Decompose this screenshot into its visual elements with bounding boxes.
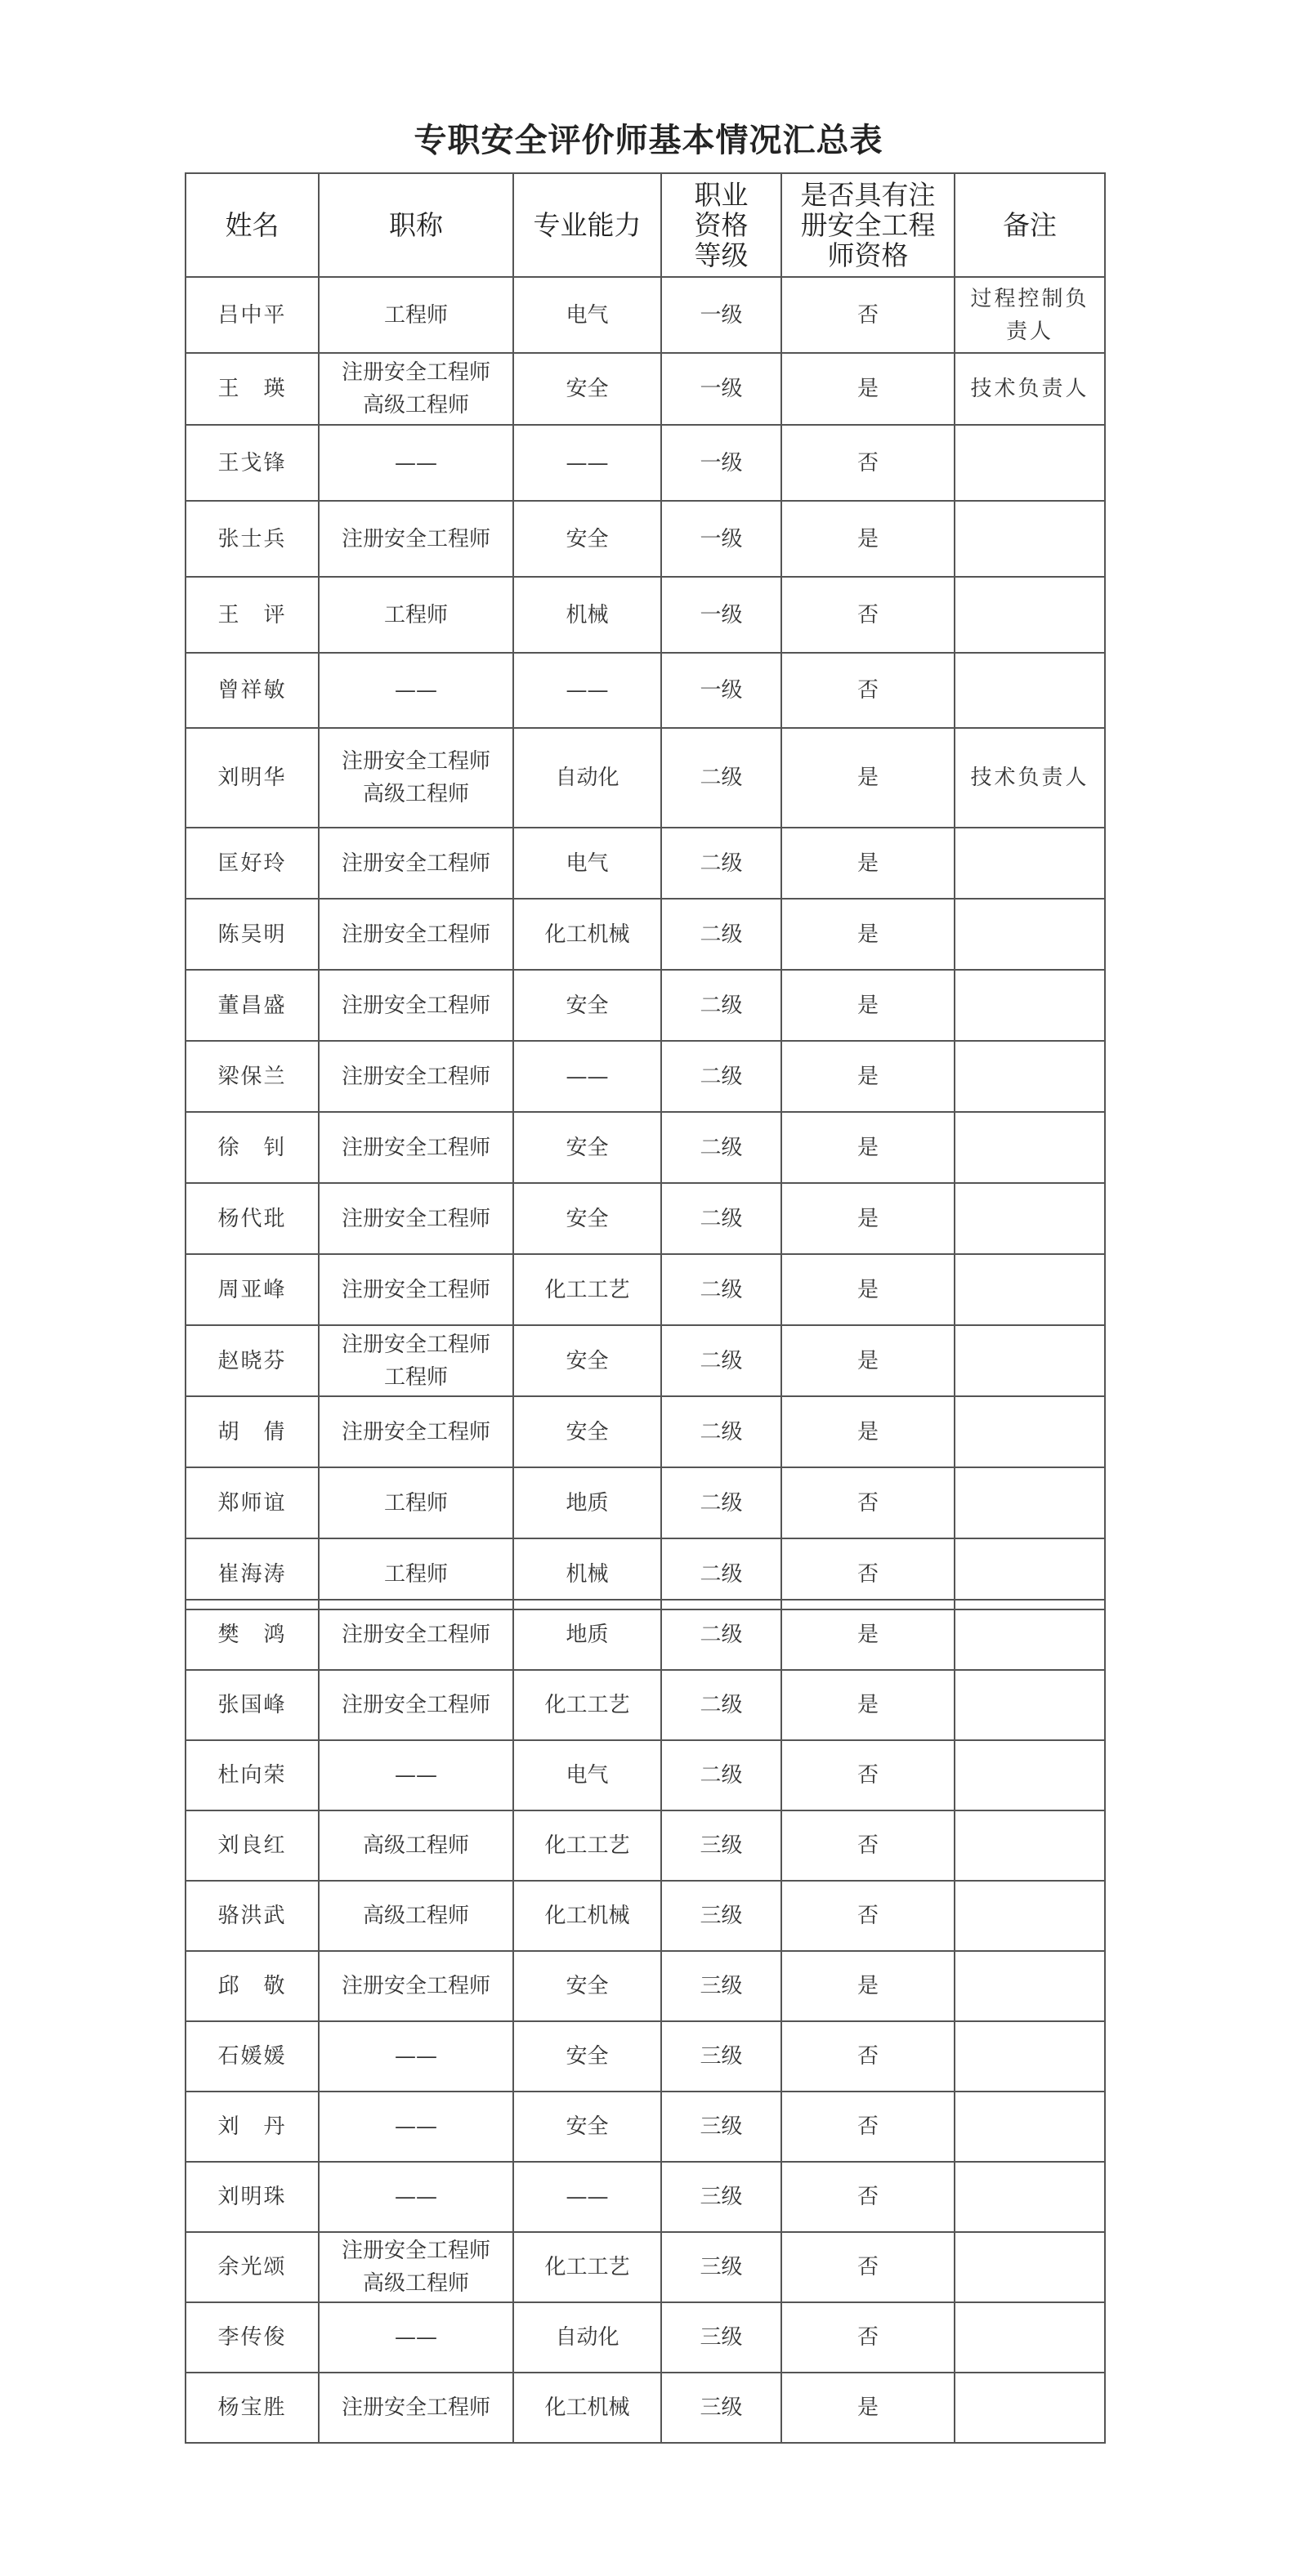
registered-cell: 否	[781, 1538, 955, 1609]
name-cell: 匡好玲	[186, 828, 319, 899]
title-cell: 注册安全工程师	[319, 1396, 513, 1467]
header-name: 姓名	[186, 173, 319, 277]
registered-cell: 是	[781, 1670, 955, 1740]
registered-cell: 是	[781, 1396, 955, 1467]
remark-cell	[955, 1183, 1105, 1254]
registered-cell: 是	[781, 353, 955, 425]
grade-cell: 二级	[661, 899, 781, 970]
skill-cell: 自动化	[513, 2302, 661, 2373]
title-cell: 工程师	[319, 1467, 513, 1538]
table-row	[186, 1183, 1105, 1254]
title-cell: 注册安全工程师 工程师	[319, 1325, 513, 1396]
grade-cell: 二级	[661, 1183, 781, 1254]
remark-cell	[955, 577, 1105, 653]
remark-cell	[955, 1467, 1105, 1538]
remark-cell	[955, 899, 1105, 970]
table-row	[186, 2302, 1105, 2373]
table-row	[186, 1112, 1105, 1183]
title-cell: 注册安全工程师	[319, 1254, 513, 1325]
grade-cell: 二级	[661, 1112, 781, 1183]
registered-cell: 是	[781, 970, 955, 1041]
skill-cell: ——	[513, 425, 661, 501]
table-row	[186, 425, 1105, 501]
name-cell: 杨代玭	[186, 1183, 319, 1254]
summary-table-page-1	[185, 172, 1106, 1610]
remark-cell	[955, 1600, 1105, 1670]
registered-cell: 否	[781, 1740, 955, 1810]
registered-cell: 是	[781, 1183, 955, 1254]
remark-cell	[955, 1810, 1105, 1881]
title-cell: 注册安全工程师	[319, 970, 513, 1041]
registered-cell: 是	[781, 1951, 955, 2021]
remark-cell	[955, 1112, 1105, 1183]
title-cell: 工程师	[319, 577, 513, 653]
name-cell: 梁保兰	[186, 1041, 319, 1112]
remark-cell	[955, 1396, 1105, 1467]
name-cell: 陈吴明	[186, 899, 319, 970]
remark-cell	[955, 2302, 1105, 2373]
name-cell: 王戈锋	[186, 425, 319, 501]
header-grade: 职业资格等级	[661, 173, 781, 277]
name-cell: 胡 倩	[186, 1396, 319, 1467]
header-title: 职称	[319, 173, 513, 277]
remark-cell	[955, 653, 1105, 728]
skill-cell: ——	[513, 1041, 661, 1112]
table-row	[186, 577, 1105, 653]
name-cell: 王 瑛	[186, 353, 319, 425]
title-cell: ——	[319, 2092, 513, 2162]
table-row	[186, 1396, 1105, 1467]
grade-cell: 二级	[661, 1600, 781, 1670]
table-row	[186, 2092, 1105, 2162]
table-row	[186, 1670, 1105, 1740]
title-cell: ——	[319, 2162, 513, 2232]
skill-cell: 化工机械	[513, 2373, 661, 2443]
title-cell: 高级工程师	[319, 1810, 513, 1881]
title-cell: 注册安全工程师	[319, 1112, 513, 1183]
table-row	[186, 1467, 1105, 1538]
registered-cell: 否	[781, 2302, 955, 2373]
title-cell: 注册安全工程师	[319, 1951, 513, 2021]
remark-cell	[955, 1670, 1105, 1740]
name-cell: 张士兵	[186, 501, 319, 577]
table-row	[186, 1951, 1105, 2021]
grade-cell: 一级	[661, 501, 781, 577]
table-row	[186, 501, 1105, 577]
name-cell: 刘良红	[186, 1810, 319, 1881]
skill-cell: ——	[513, 2162, 661, 2232]
skill-cell: 电气	[513, 277, 661, 353]
name-cell: 吕中平	[186, 277, 319, 353]
skill-cell: 安全	[513, 970, 661, 1041]
title-cell: ——	[319, 1740, 513, 1810]
table-row	[186, 1600, 1105, 1670]
registered-cell: 是	[781, 2373, 955, 2443]
table-row	[186, 353, 1105, 425]
registered-cell: 是	[781, 728, 955, 828]
name-cell: 刘 丹	[186, 2092, 319, 2162]
remark-cell	[955, 2232, 1105, 2302]
grade-cell: 一级	[661, 425, 781, 501]
title-cell: ——	[319, 425, 513, 501]
name-cell: 刘明珠	[186, 2162, 319, 2232]
table-row	[186, 728, 1105, 828]
grade-cell: 二级	[661, 1670, 781, 1740]
remark-cell: 技术负责人	[955, 353, 1105, 425]
skill-cell: 电气	[513, 1740, 661, 1810]
grade-cell: 三级	[661, 2373, 781, 2443]
registered-cell: 是	[781, 1600, 955, 1670]
grade-cell: 二级	[661, 728, 781, 828]
registered-cell: 否	[781, 425, 955, 501]
registered-cell: 是	[781, 501, 955, 577]
name-cell: 徐 钊	[186, 1112, 319, 1183]
grade-cell: 二级	[661, 828, 781, 899]
skill-cell: 安全	[513, 1325, 661, 1396]
registered-cell: 否	[781, 277, 955, 353]
remark-cell	[955, 501, 1105, 577]
skill-cell: 化工工艺	[513, 1810, 661, 1881]
grade-cell: 三级	[661, 1881, 781, 1951]
title-cell: 工程师	[319, 1538, 513, 1609]
remark-cell	[955, 1325, 1105, 1396]
skill-cell: 安全	[513, 1112, 661, 1183]
table-row	[186, 970, 1105, 1041]
grade-cell: 一级	[661, 653, 781, 728]
table-row	[186, 277, 1105, 353]
name-cell: 崔海涛	[186, 1538, 319, 1609]
summary-table-page-2	[185, 1599, 1106, 2444]
name-cell: 张国峰	[186, 1670, 319, 1740]
skill-cell: 化工工艺	[513, 1254, 661, 1325]
name-cell: 李传俊	[186, 2302, 319, 2373]
name-cell: 周亚峰	[186, 1254, 319, 1325]
registered-cell: 是	[781, 1254, 955, 1325]
title-cell: 注册安全工程师	[319, 1183, 513, 1254]
title-cell: 注册安全工程师	[319, 501, 513, 577]
skill-cell: 机械	[513, 577, 661, 653]
header-row	[186, 173, 1105, 277]
registered-cell: 否	[781, 2021, 955, 2092]
header-skill: 专业能力	[513, 173, 661, 277]
skill-cell: 化工机械	[513, 1881, 661, 1951]
remark-cell	[955, 425, 1105, 501]
skill-cell: 地质	[513, 1600, 661, 1670]
skill-cell: 化工机械	[513, 899, 661, 970]
remark-cell: 过程控制负责人	[955, 277, 1105, 353]
skill-cell: 安全	[513, 353, 661, 425]
grade-cell: 二级	[661, 1325, 781, 1396]
table-row	[186, 2021, 1105, 2092]
table-row	[186, 1254, 1105, 1325]
skill-cell: 地质	[513, 1467, 661, 1538]
skill-cell: ——	[513, 653, 661, 728]
title-cell: 注册安全工程师	[319, 899, 513, 970]
registered-cell: 否	[781, 2092, 955, 2162]
remark-cell	[955, 1254, 1105, 1325]
title-cell: 注册安全工程师	[319, 1670, 513, 1740]
skill-cell: 安全	[513, 1951, 661, 2021]
name-cell: 杜向荣	[186, 1740, 319, 1810]
table-row	[186, 653, 1105, 728]
registered-cell: 是	[781, 899, 955, 970]
grade-cell: 三级	[661, 1810, 781, 1881]
table-row	[186, 899, 1105, 970]
grade-cell: 二级	[661, 1254, 781, 1325]
title-cell: ——	[319, 2021, 513, 2092]
registered-cell: 否	[781, 577, 955, 653]
title-cell: 高级工程师	[319, 1881, 513, 1951]
name-cell: 董昌盛	[186, 970, 319, 1041]
skill-cell: 自动化	[513, 728, 661, 828]
remark-cell	[955, 1881, 1105, 1951]
name-cell: 余光颂	[186, 2232, 319, 2302]
skill-cell: 化工工艺	[513, 1670, 661, 1740]
table-row	[186, 2373, 1105, 2443]
table-row	[186, 2232, 1105, 2302]
title-cell: 注册安全工程师 高级工程师	[319, 728, 513, 828]
page-title: 专职安全评价师基本情况汇总表	[414, 121, 883, 159]
registered-cell: 是	[781, 1112, 955, 1183]
remark-cell	[955, 2373, 1105, 2443]
registered-cell: 否	[781, 1810, 955, 1881]
skill-cell: 安全	[513, 2021, 661, 2092]
remark-cell	[955, 1041, 1105, 1112]
table-row	[186, 1740, 1105, 1810]
grade-cell: 三级	[661, 1951, 781, 2021]
name-cell: 郑师谊	[186, 1467, 319, 1538]
grade-cell: 二级	[661, 1041, 781, 1112]
table-row	[186, 1881, 1105, 1951]
title-cell: 注册安全工程师	[319, 828, 513, 899]
grade-cell: 一级	[661, 353, 781, 425]
grade-cell: 二级	[661, 1740, 781, 1810]
title-cell: 注册安全工程师	[319, 1600, 513, 1670]
table-row	[186, 1041, 1105, 1112]
grade-cell: 三级	[661, 2092, 781, 2162]
registered-cell: 否	[781, 653, 955, 728]
name-cell: 王 评	[186, 577, 319, 653]
remark-cell	[955, 1740, 1105, 1810]
table-row	[186, 1810, 1105, 1881]
remark-cell	[955, 828, 1105, 899]
title-cell: 注册安全工程师	[319, 1041, 513, 1112]
title-cell: ——	[319, 2302, 513, 2373]
title-cell: ——	[319, 653, 513, 728]
registered-cell: 否	[781, 2162, 955, 2232]
registered-cell: 是	[781, 1041, 955, 1112]
registered-cell: 否	[781, 1467, 955, 1538]
grade-cell: 二级	[661, 1538, 781, 1609]
registered-cell: 否	[781, 2232, 955, 2302]
registered-cell: 是	[781, 828, 955, 899]
name-cell: 曾祥敏	[186, 653, 319, 728]
grade-cell: 二级	[661, 970, 781, 1041]
registered-cell: 否	[781, 1881, 955, 1951]
skill-cell: 安全	[513, 501, 661, 577]
skill-cell: 安全	[513, 1183, 661, 1254]
registered-cell: 是	[781, 1325, 955, 1396]
title-cell: 注册安全工程师	[319, 2373, 513, 2443]
remark-cell: 技术负责人	[955, 728, 1105, 828]
grade-cell: 一级	[661, 577, 781, 653]
name-cell: 石媛媛	[186, 2021, 319, 2092]
remark-cell	[955, 2092, 1105, 2162]
title-cell: 工程师	[319, 277, 513, 353]
remark-cell	[955, 2162, 1105, 2232]
remark-cell	[955, 2021, 1105, 2092]
skill-cell: 电气	[513, 828, 661, 899]
name-cell: 杨宝胜	[186, 2373, 319, 2443]
grade-cell: 三级	[661, 2232, 781, 2302]
grade-cell: 三级	[661, 2162, 781, 2232]
name-cell: 邱 敬	[186, 1951, 319, 2021]
skill-cell: 机械	[513, 1538, 661, 1609]
skill-cell: 安全	[513, 2092, 661, 2162]
title-cell: 注册安全工程师 高级工程师	[319, 2232, 513, 2302]
grade-cell: 二级	[661, 1467, 781, 1538]
table-row	[186, 1325, 1105, 1396]
skill-cell: 安全	[513, 1396, 661, 1467]
grade-cell: 三级	[661, 2302, 781, 2373]
header-registered: 是否具有注册安全工程师资格	[781, 173, 955, 277]
header-remark: 备注	[955, 173, 1105, 277]
grade-cell: 二级	[661, 1396, 781, 1467]
title-cell: 注册安全工程师 高级工程师	[319, 353, 513, 425]
name-cell: 樊 鸿	[186, 1600, 319, 1670]
remark-cell	[955, 970, 1105, 1041]
name-cell: 赵晓芬	[186, 1325, 319, 1396]
table-row	[186, 828, 1105, 899]
grade-cell: 三级	[661, 2021, 781, 2092]
name-cell: 刘明华	[186, 728, 319, 828]
remark-cell	[955, 1951, 1105, 2021]
skill-cell: 化工工艺	[513, 2232, 661, 2302]
grade-cell: 一级	[661, 277, 781, 353]
table-row	[186, 2162, 1105, 2232]
name-cell: 骆洪武	[186, 1881, 319, 1951]
